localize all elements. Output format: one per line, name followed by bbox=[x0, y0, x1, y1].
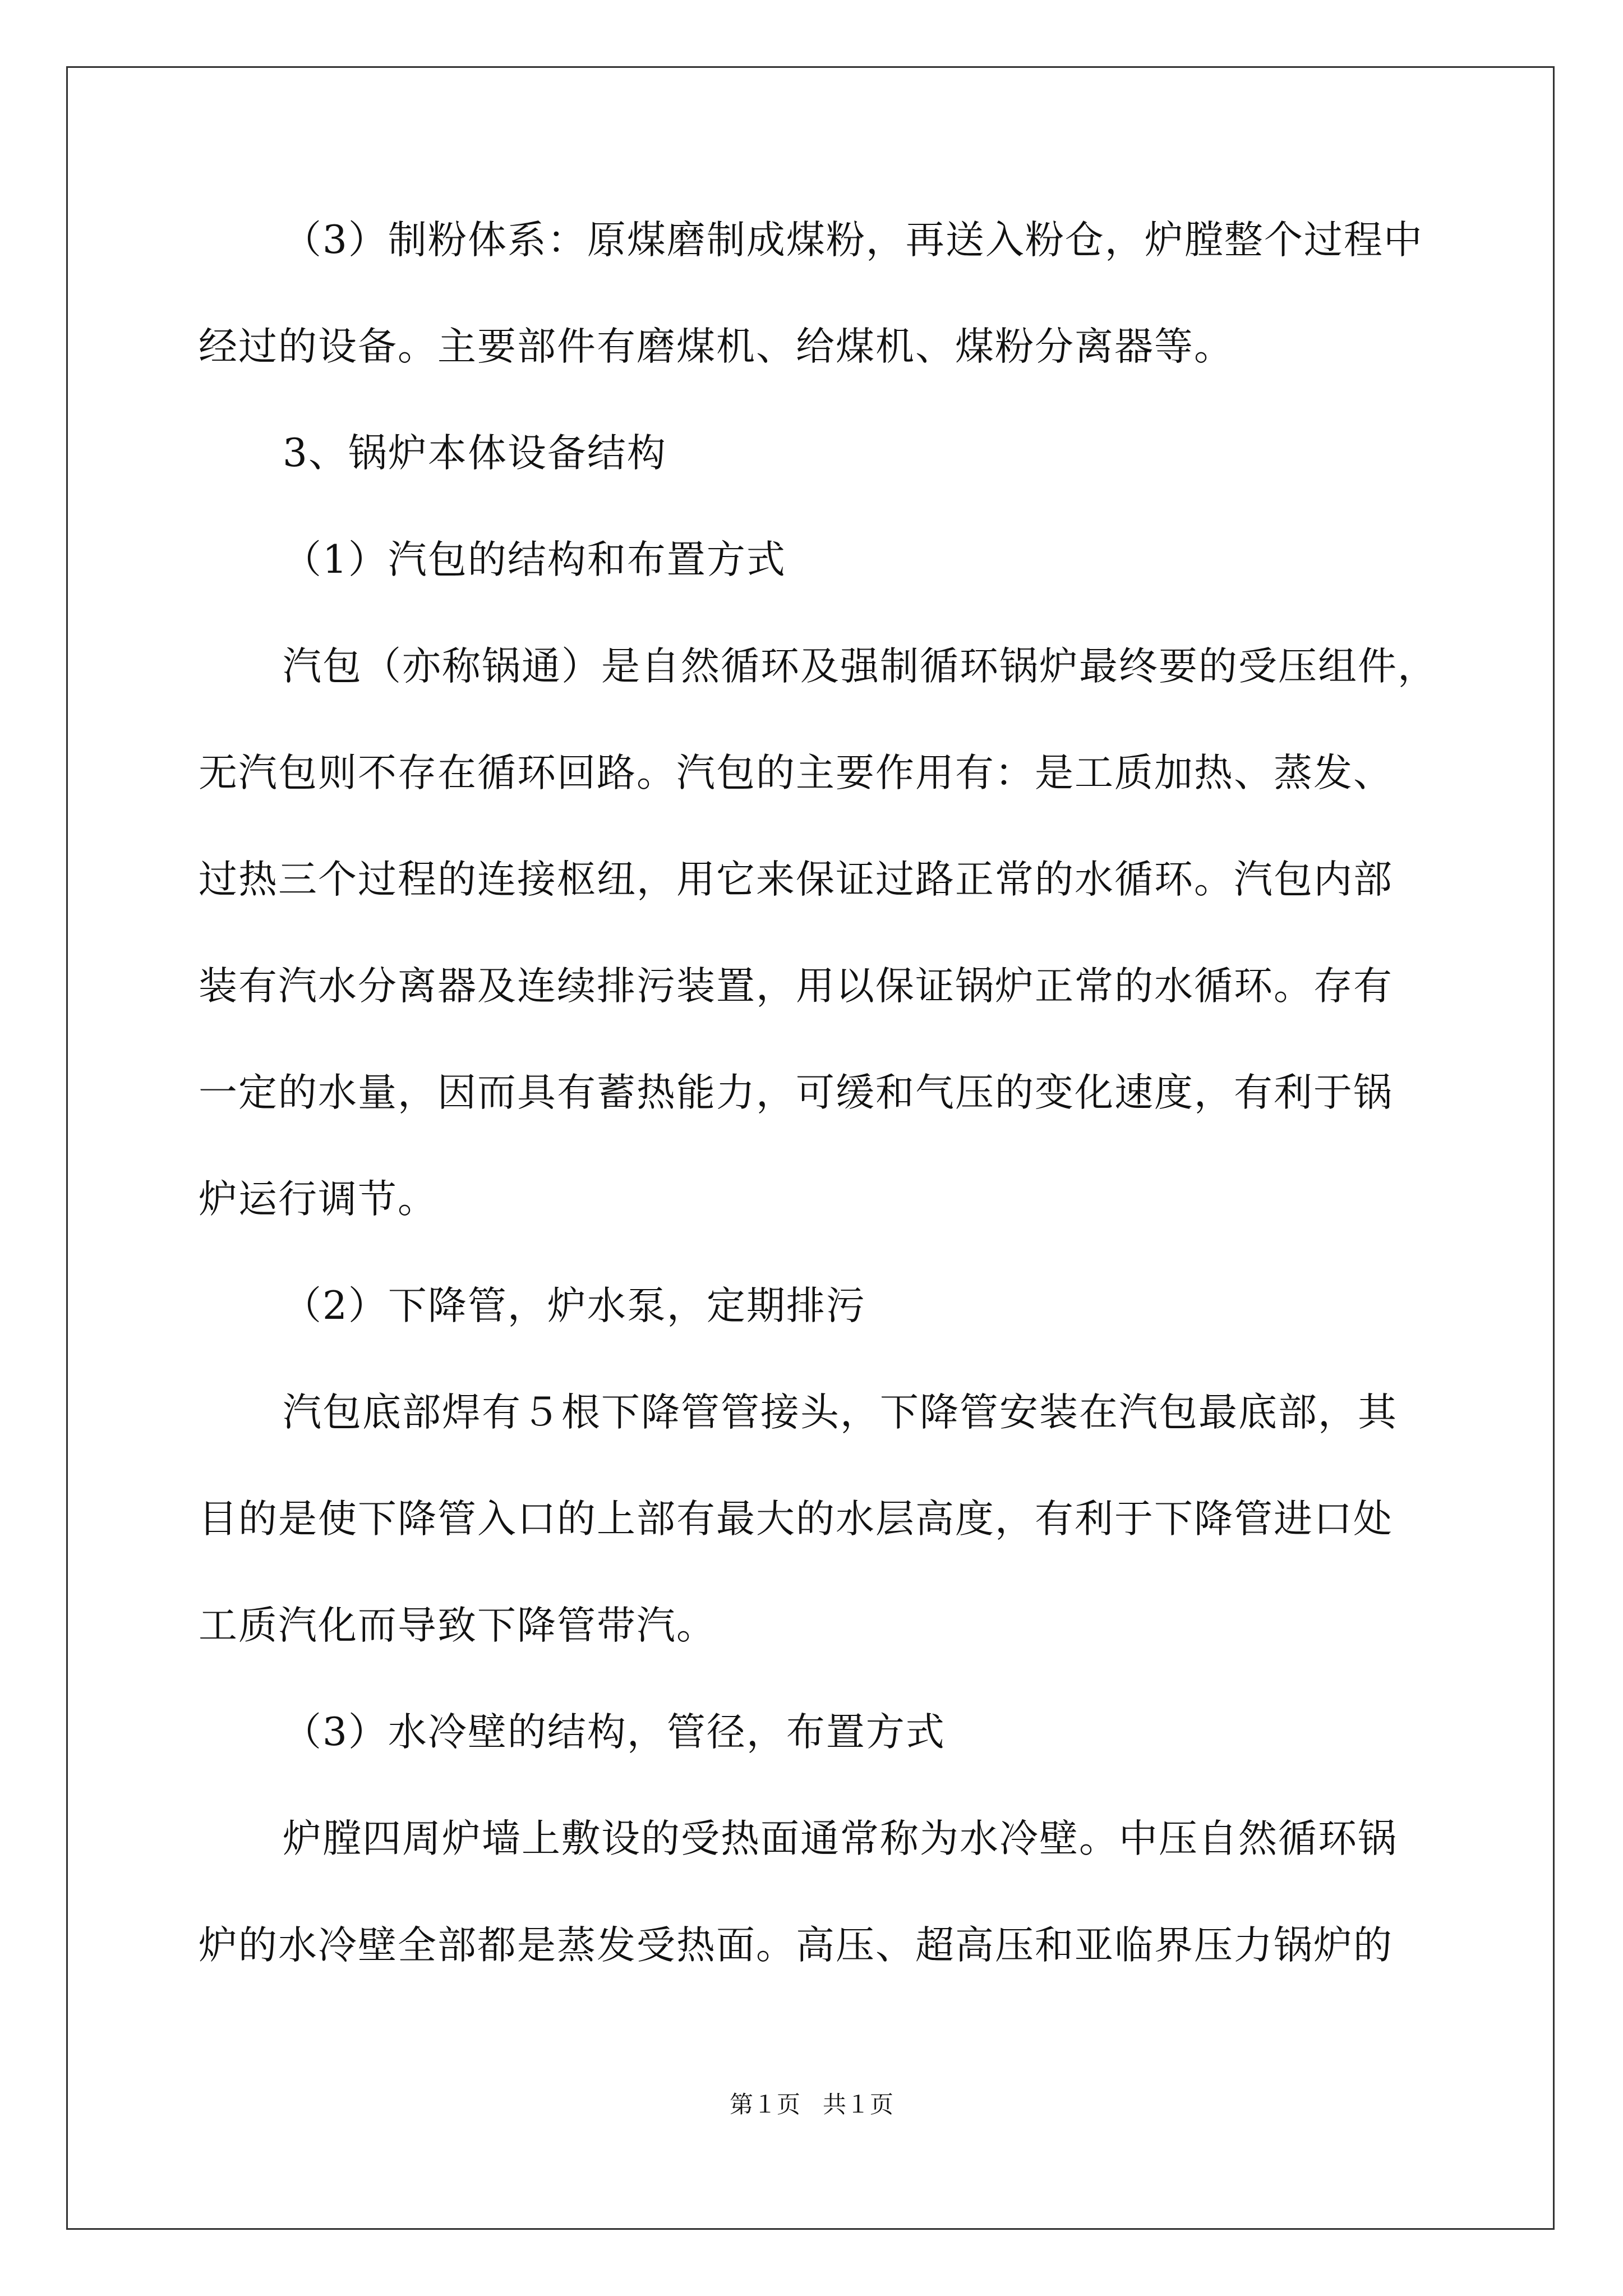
subsection-heading: （2）下降管，炉水泵，定期排污 bbox=[283, 1283, 866, 1328]
paragraph-line: 一定的水量，因而具有蓄热能力，可缓和气压的变化速度，有利于锅 bbox=[199, 1070, 1393, 1115]
page-total: 共１页 bbox=[823, 2092, 894, 2118]
subsection-heading: （1）汽包的结构和布置方式 bbox=[283, 537, 786, 582]
paragraph-line: 汽包底部焊有５根下降管管接头，下降管安装在汽包最底部，其 bbox=[283, 1390, 1398, 1435]
document-body bbox=[199, 218, 1437, 2031]
paragraph-line: 过热三个过程的连接枢纽，用它来保证过路正常的水循环。汽包内部 bbox=[199, 857, 1393, 902]
paragraph-line: 装有汽水分离器及连续排污装置，用以保证锅炉正常的水循环。存有 bbox=[199, 964, 1393, 1009]
page-footer bbox=[0, 2091, 1623, 2119]
page-number: 第１页 bbox=[729, 2092, 800, 2118]
paragraph-line: 汽包（亦称锅通）是自然循环及强制循环锅炉最终要的受压组件， bbox=[283, 644, 1437, 689]
paragraph-line: （3）制粉体系：原煤磨制成煤粉，再送入粉仓，炉膛整个过程中 bbox=[283, 218, 1423, 263]
paragraph-line: 炉膛四周炉墙上敷设的受热面通常称为水冷壁。中压自然循环锅 bbox=[283, 1816, 1398, 1861]
paragraph-line: 炉的水冷壁全部都是蒸发受热面。高压、超高压和亚临界压力锅炉的 bbox=[199, 1923, 1393, 1968]
subsection-heading: （3）水冷壁的结构，管径，布置方式 bbox=[283, 1710, 946, 1755]
paragraph-line: 目的是使下降管入口的上部有最大的水层高度，有利于下降管进口处 bbox=[199, 1497, 1393, 1542]
paragraph-line: 炉运行调节。 bbox=[199, 1177, 437, 1222]
section-heading: 3、锅炉本体设备结构 bbox=[283, 431, 667, 476]
paragraph-line: 工质汽化而导致下降管带汽。 bbox=[199, 1603, 716, 1648]
paragraph-line: 无汽包则不存在循环回路。汽包的主要作用有：是工质加热、蒸发、 bbox=[199, 751, 1393, 795]
paragraph-line: 经过的设备。主要部件有磨煤机、给煤机、煤粉分离器等。 bbox=[199, 324, 1234, 369]
